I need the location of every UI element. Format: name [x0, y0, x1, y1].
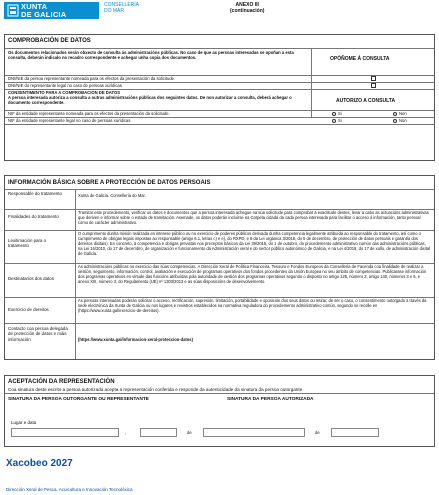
oppose-row-1: DNI/NIE da persoa representante nomeada para os efectos da presentación da solicitude.: [8, 76, 176, 81]
privacy-label-rights: Exercicio de dereitos: [8, 307, 49, 312]
privacy-label-responsible: Responsable do tratamento: [8, 191, 62, 196]
authorize-row-1-no-label: Non: [399, 111, 407, 116]
authorize-row-1: NIF da entidade representante nomeada para os efectos da presentación da solicitude.: [8, 111, 170, 116]
annex-line-2: (continuación): [230, 8, 265, 14]
privacy-label-purposes: Finalidades do tratamento: [8, 214, 59, 219]
privacy-label-recipients: Destinatarios dos datos: [8, 276, 54, 281]
privacy-value-purposes: Tramitar este procedemento, verificar os datos e documentos que a persoa interesada achegue na súa solicitude para comprobar a exactitude destes, levar a cabo as actuacións administrativas que deriven e informar sobre o estado de tramitación. Asemade, os datos poderán incluírse na Carpeta cidadá da cada persoa interesada para facilitar o acceso á información, tanto persoal como de carácter administrativo.: [78, 210, 429, 225]
department-name: [104, 2, 139, 14]
authorize-row-1-yes-label: Si: [338, 111, 342, 116]
xacobeo-logo: [6, 458, 73, 469]
authorize-row-2: NIF da entidade representante legal no caso de persoas xurídicas: [8, 118, 131, 123]
consent-title: CONSENTIMENTO PARA A COMPROBACIÓN DE DATOS: [8, 90, 121, 95]
day-field[interactable]: [140, 428, 177, 437]
acceptance-section: [4, 375, 435, 447]
privacy-section: [4, 175, 435, 360]
signature-grantor-label: SINATURA DA PERSOA OUTORGANTE OU REPRESENTANTE: [8, 397, 149, 402]
authorize-row-1-yes-radio[interactable]: [332, 112, 336, 116]
comma-separator: ,: [125, 430, 127, 435]
xunta-emblem-icon: [7, 4, 19, 17]
logo-line-2: DE GALICIA: [21, 9, 67, 19]
signature-authorized-label: SINATURA DA PERSOA AUTORIZADA: [227, 397, 314, 402]
oppose-checkbox-1[interactable]: [371, 76, 376, 81]
authorize-row-2-yes-label: Si: [338, 118, 342, 123]
annex-line-1: ANEXO III: [235, 2, 259, 8]
oppose-row-2: DNI/NIE do representante legal no caso de persoas xurídicas: [8, 83, 122, 88]
authorize-row-1-no-radio[interactable]: [393, 112, 397, 116]
authorize-row-2-no-radio[interactable]: [393, 119, 397, 123]
privacy-title: INFORMACIÓN BÁSICA SOBRE A PROTECCIÓN DE DATOS PERSOAIS: [8, 180, 211, 186]
privacy-value-recipients: As administracións públicas no exercicio das súas competencias. A Dirección Xeral de Política Financeira, Tesouro e Fondos Europeos da Consellería de Facenda coa finalidade de realizar a xestión, seguimento, información, control, avaliación e execución de programas operativos dos fondos procedentes da Unión Europea no seu ámbito de competencias. Publicarase información dos programas operativos en virtude das funcións atribuídas pola autoridade de xestión dos programas operativos segundo o disposto no artigo 125, número 2, artigo 140, números 3 e 5, e anexo XIII, número 3, do Regulamento (UE) nº 1303/2013 e as súas disposicións de desenvolvemento.: [78, 264, 427, 284]
place-field[interactable]: [11, 428, 119, 437]
acceptance-text: Coa sinatura deste escrito a persoa autorizada acepta a representación conferida e responde da autenticidade da sinatura da persoa outorgante: [8, 387, 303, 392]
privacy-value-contact-link[interactable]: (https://www.xunta.gal/informacion-xeral-proteccion-datos): [78, 337, 193, 342]
authorize-row-2-no-label: Non: [399, 118, 407, 123]
privacy-label-contact: Contacto coa persoa delegada de protección de datos e máis información: [8, 326, 68, 342]
oppose-header: OPÓÑOME Á CONSULTA: [330, 56, 390, 62]
footer-department: Dirección Xeral de Pesca, Acuicultura e Innovación Tecnolóxica: [6, 487, 133, 492]
privacy-value-responsible: Xunta de Galicia. Consellería do Mar.: [78, 193, 146, 198]
annex-title: [230, 2, 264, 14]
xunta-logo: [4, 2, 99, 19]
authorize-row-2-yes-radio[interactable]: [332, 119, 336, 123]
month-field[interactable]: [203, 428, 305, 437]
data-check-section: [4, 34, 435, 161]
de-separator-2: de: [315, 430, 320, 435]
privacy-value-legitimation: O cumprimento dunha misión realizada en interese público ou no exercicio de poderes públicos derivada dunha competencia legalmente atribuída ao responsable do tratamento, así como o cumprimento de obrigas legais impostas ao responsable (artigo 6.1, letras c) e e), do RXPD, e 8 da Lei orgánica 3/2018, do 5 de decembro, de protección de datos persoais e garantía dos dereitos dixitais). En concreto, a competencia e obrigas previstas nos preceptos básicos da Lei 39/2015, do 1 de outubro, do procedemento administrativo común das administracións públicas, na Lei 16/2010, do 17 de decembro, de organización e funcionamento da Administración xeral e do sector público autonómico de Galicia, e na Lei 4/2019, do 17 de xullo, de administración dixital de Galicia.: [78, 231, 431, 256]
page-header: [0, 0, 439, 22]
privacy-label-legitimation: Lexitimación para o tratamento: [8, 238, 47, 249]
place-date-label: Lugar e data: [11, 420, 37, 425]
year-field[interactable]: [331, 428, 379, 437]
consent-text: A persoa interesada autoriza a consulta a outras administracións públicas dos seguintes datos. De non autorizar a consulta, deberá achegar o documento correspondente.: [8, 95, 292, 105]
authorize-header: AUTORIZO A CONSULTA: [336, 98, 396, 104]
dept-line-2: DO MAR: [104, 8, 124, 14]
data-check-intro: Os documentos relacionados serán obxecto de consulta ás administracións públicas. No caso de que as persoas interesadas se opoñan a esta consulta, deberán indicalo no recadro correspondente e achegar unha copia dos documentos.: [8, 50, 294, 60]
privacy-value-rights: As persoas interesadas poderán solicitar o acceso, rectificación, supresión, limitación, portabilidade e oposición dos seus datos ou retirar, de ser o caso, o consentimento outorgado a través da sede electrónica da Xunta de Galicia ou nos lugares e rexistros establecidos na normativa reguladora do procedemento administrativo común, segundo se recolle en (https://www.xunta.gal/exercicio-de-dereitos).: [78, 298, 427, 313]
logo-line-1: XUNTA: [21, 2, 48, 11]
de-separator-1: de: [187, 430, 192, 435]
data-check-title: COMPROBACIÓN DE DATOS: [8, 38, 91, 44]
xacobeo-logo-text: Xacobeo 2027: [6, 458, 73, 469]
dept-line-1: CONSELLERÍA: [104, 2, 140, 8]
acceptance-title: ACEPTACIÓN DA REPRESENTACIÓN: [8, 379, 115, 385]
oppose-checkbox-2[interactable]: [371, 83, 376, 88]
